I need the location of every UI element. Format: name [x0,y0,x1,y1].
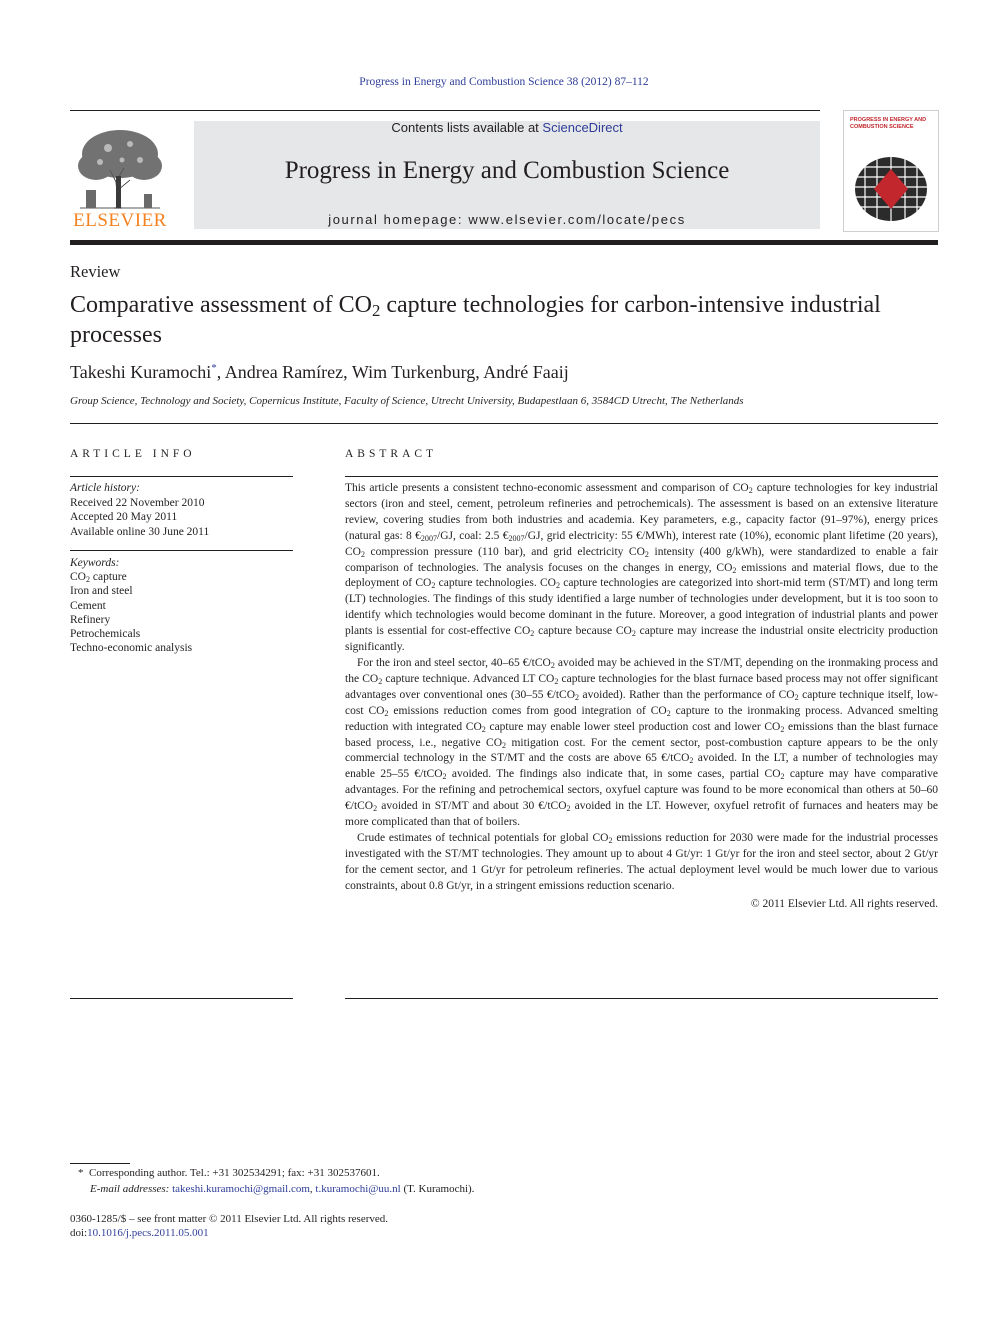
online-date: Available online 30 June 2011 [70,525,210,538]
corresponding-footnote: * Corresponding author. Tel.: +31 302534291; fax: +31 302537601. E-mail addresses: takeshi.kuramochi@gmail.com, t.kuramochi@uu.nl (T. Kuramochi). [78,1167,475,1195]
keyword: Refinery [70,613,111,626]
abstract-heading: ABSTRACT [345,448,438,460]
contents-line [194,120,820,135]
author-list: Takeshi Kuramochi*, Andrea Ramírez, Wim Turkenburg, André Faaij [70,362,569,382]
affiliation: Group Science, Technology and Society, Copernicus Institute, Faculty of Science, Utrecht University, Budapestlaan 6, 3584CD Utrecht, The Netherlands [70,395,744,407]
article-type: Review [70,262,121,281]
info-rule [70,550,293,551]
homepage-prefix: journal homepage: [328,212,464,227]
article-info-heading: ARTICLE INFO [70,448,196,460]
section-rule [70,423,938,424]
abstract-rule [345,476,938,477]
keyword: Petrochemicals [70,628,141,641]
info-rule [70,998,293,999]
sciencedirect-link[interactable]: ScienceDirect [542,120,623,135]
abstract-paragraph: Crude estimates of technical potentials for global $CO_2$ emissions reduction for 2030 were made for the industrial processes investigated with the ST/MT technologies. They amount up to about 4 Gt/yr: 1 Gt/yr for the iron and steel sector, about 2 Gt/yr for the cement sector, and 1 Gt/yr for petroleum refineries. The actual deployment level would be much lower due to various constraints, about 0.8 Gt/yr, in a stringent emissions reduction scenario. [345,831,939,892]
contents-prefix: Contents lists available at [391,120,539,135]
journal-title: Progress in Energy and Combustion Science [284,157,730,184]
accepted-date: Accepted 20 May 2011 [70,511,178,523]
keyword: Cement [70,599,106,612]
issn-line: 0360-1285/$ – see front matter © 2011 Elsevier Ltd. All rights reserved. doi:10.1016/j.pecs.2011.05.001 [70,1213,389,1239]
abstract-paragraph: For the iron and steel sector, 40–65 €/tCO$_2$ avoided may be achieved in the ST/MT, depending on the ironmaking process and the $CO_2$ capture technique. Advanced LT $CO_2$ capture technologies for the blast furnace based process may not offer significant advantages over conventional ones (30–55 €/tCO$_2$ avoided). Rather than the performance of $CO_2$ capture technique itself, low-cost $CO_2$ emissions reduction comes from good integration of $CO_2$ capture to the ironmaking process. Advanced smelting reduction with integrated $CO_2$ capture may enable lower steel production cost and lower $CO_2$ emissions than the blast furnace based process, i.e., negative $CO_2$ mitigation cost. For the cement sector, post-combustion capture appears to be the only commercial technology in the ST/MT and the costs are above 65 €/tCO$_2$ avoided. In the LT, a number of technologies may enable 25–55 €/tCO$_2$ avoided. The findings also indicate that, in some cases, partial $CO_2$ capture may have comparative advantages. For the refining and petrochemical sectors, oxyfuel capture was found to be more economical than others at 50–60 €/tCO$_2$ avoided in ST/MT and about 30 €/tCO$_2$ avoided in the LT. However, oxyfuel retrofit of furnaces and heaters may be more complicated than that of boilers. [345,656,939,829]
keyword: Techno-economic analysis [70,642,193,655]
article-title: Comparative assessment of $CO_2$ capture technologies for carbon-intensive industrial processes [70,292,881,348]
article-history: Article history: Received 22 November 2010 Accepted 20 May 2011 Available online 30 June 2011 [70,481,293,539]
header-rule [70,110,820,111]
email-link[interactable]: takeshi.kuramochi@gmail.com [172,1182,310,1195]
info-rule [70,476,293,477]
keyword: Iron and steel [70,585,133,598]
elsevier-logo [70,120,170,232]
copyright-notice: © 2011 Elsevier Ltd. All rights reserved. [750,897,938,910]
keyword: $CO_2$ capture [70,571,127,585]
abstract-rule [345,998,938,999]
journal-homepage [194,212,820,227]
abstract-paragraph: This article presents a consistent techno-economic assessment and comparison of $CO_2$ capture technologies for key industrial sectors (iron and steel, cement, petroleum refineries and petrochemicals). The assessment is based on an extensive literature review, covering studies from both industries and academia. Key parameters, e.g., capacity factor (91–97%), energy prices (natural gas: 8 $€_{2007}/GJ$, coal: 2.5 $€_{2007}/GJ$, grid electricity: 55 €/MWh), interest rate (10%), economic plant lifetime (20 years), $CO_2$ compression pressure (110 bar), and grid electricity $CO_2$ intensity (400 g/kWh), were standardized to enable a fair comparison of technologies. The analysis focuses on the changes in energy, $CO_2$ emissions and material flows, due to the deployment of $CO_2$ capture technologies. $CO_2$ capture technologies are categorized into short-mid term (ST/MT) and long term (LT) technologies. The findings of this study identified a large number of technologies under development, but it is too soon to identify which technologies would become dominant in the future. Moreover, a good integration of industrial plants and power plants is essential for cost-effective $CO_2$ capture because $CO_2$ capture may increase the industrial onsite electricity production significantly. [345,482,938,654]
header-thick-rule [70,240,938,245]
journal-cover [843,110,939,232]
email-link[interactable]: t.kuramochi@uu.nl [315,1182,401,1195]
keywords: Keywords: $CO_2$ capture Iron and steel Cement Refinery Petrochemicals Techno-economic analysis [70,556,293,655]
abstract-body [345,481,938,912]
publisher-wordmark: ELSEVIER [73,210,167,231]
doi-link[interactable]: 10.1016/j.pecs.2011.05.001 [87,1227,209,1239]
homepage-url[interactable]: www.elsevier.com/locate/pecs [468,212,686,227]
corresponding-author-mark[interactable]: * [211,362,217,374]
cover-artwork-icon [850,153,932,225]
footnote-rule [70,1163,130,1164]
cover-title: PROGRESS IN ENERGY AND COMBUSTION SCIENCE [850,117,927,130]
journal-reference[interactable]: Progress in Energy and Combustion Science 38 (2012) 87–112 [359,76,649,88]
received-date: Received 22 November 2010 [70,496,205,509]
